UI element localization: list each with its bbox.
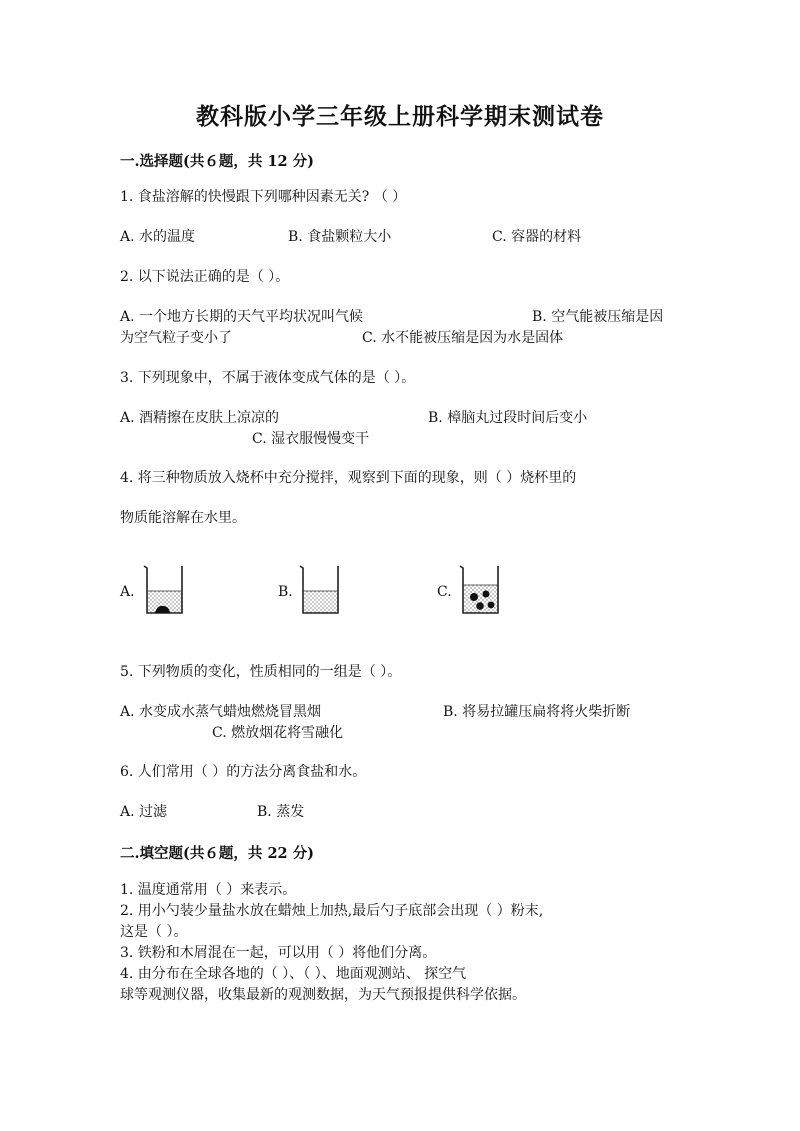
question-4-option-a-label: A. xyxy=(120,584,135,600)
fill-question-2-line1: 2. 用小勺装少量盐水放在蜡烛上加热,最后勺子底部会出现（ ）粉末, xyxy=(120,903,544,919)
question-1-stem: 1. 食盐溶解的快慢跟下列哪种因素无关? （ ） xyxy=(120,189,407,205)
question-2-option-a: A. 一个地方长期的天气平均状况叫气候 xyxy=(120,309,364,325)
question-3-stem: 3. 下列现象中，不属于液体变成气体的是（ ）。 xyxy=(120,370,416,386)
question-2-stem: 2. 以下说法正确的是（ ）。 xyxy=(120,269,290,285)
beaker-a-undissolved-lump-illustration xyxy=(142,563,188,615)
beaker-c-suspended-particles-illustration xyxy=(458,563,504,615)
fill-question-2-line2: 这是（ ）。 xyxy=(120,924,188,940)
question-6-stem: 6. 人们常用（ ）的方法分离食盐和水。 xyxy=(120,764,367,780)
question-4-option-c-label: C. xyxy=(437,584,452,600)
question-4-stem-line2: 物质能溶解在水里。 xyxy=(120,510,246,526)
question-4-option-b-label: B. xyxy=(278,584,293,600)
section-heading-fill-blank: 二.填空题(共６题，共 22 分) xyxy=(120,845,315,862)
question-5-stem: 5. 下列物质的变化，性质相同的一组是（ ）。 xyxy=(120,664,402,680)
question-3-option-c: C. 湿衣服慢慢变干 xyxy=(252,431,370,447)
question-1-option-a: A. 水的温度 xyxy=(120,229,196,245)
page-title: 教科版小学三年级上册科学期末测试卷 xyxy=(196,103,604,130)
fill-question-4-line2: 球等观测仪器，收集最新的观测数据，为天气预报提供科学依据。 xyxy=(120,987,526,1003)
fill-question-1: 1. 温度通常用（ ）来表示。 xyxy=(120,882,297,898)
question-3-option-b: B. 樟脑丸过段时间后变小 xyxy=(428,410,588,426)
question-5-option-b: B. 将易拉罐压扁将将火柴折断 xyxy=(443,704,631,720)
question-1-option-b: B. 食盐颗粒大小 xyxy=(288,229,392,245)
section-heading-choice: 一.选择题(共６题，共 12 分) xyxy=(120,153,315,170)
question-1-option-c: C. 容器的材料 xyxy=(492,229,582,245)
fill-question-3: 3. 铁粉和木屑混在一起，可以用（ ）将他们分离。 xyxy=(120,945,437,961)
question-3-option-a: A. 酒精擦在皮肤上凉凉的 xyxy=(120,410,280,426)
question-2-option-b-continued: 为空气粒子变小了 xyxy=(120,330,232,346)
question-6-option-b: B. 蒸发 xyxy=(257,804,305,820)
question-6-option-a: A. 过滤 xyxy=(120,804,168,820)
fill-question-4-line1: 4. 由分布在全球各地的（ ）、（ ）、地面观测站、 探空气 xyxy=(120,966,467,982)
beaker-b-dissolved-solution-illustration xyxy=(298,563,344,615)
question-4-stem-line1: 4. 将三种物质放入烧杯中充分搅拌，观察到下面的现象，则（ ）烧杯里的 xyxy=(120,470,577,486)
question-2-option-c: C. 水不能被压缩是因为水是固体 xyxy=(362,330,564,346)
question-2-option-b: B. 空气能被压缩是因 xyxy=(532,309,664,325)
question-5-option-c: C. 燃放烟花将雪融化 xyxy=(212,725,344,741)
question-5-option-a: A. 水变成水蒸气蜡烛燃烧冒黑烟 xyxy=(120,704,322,720)
